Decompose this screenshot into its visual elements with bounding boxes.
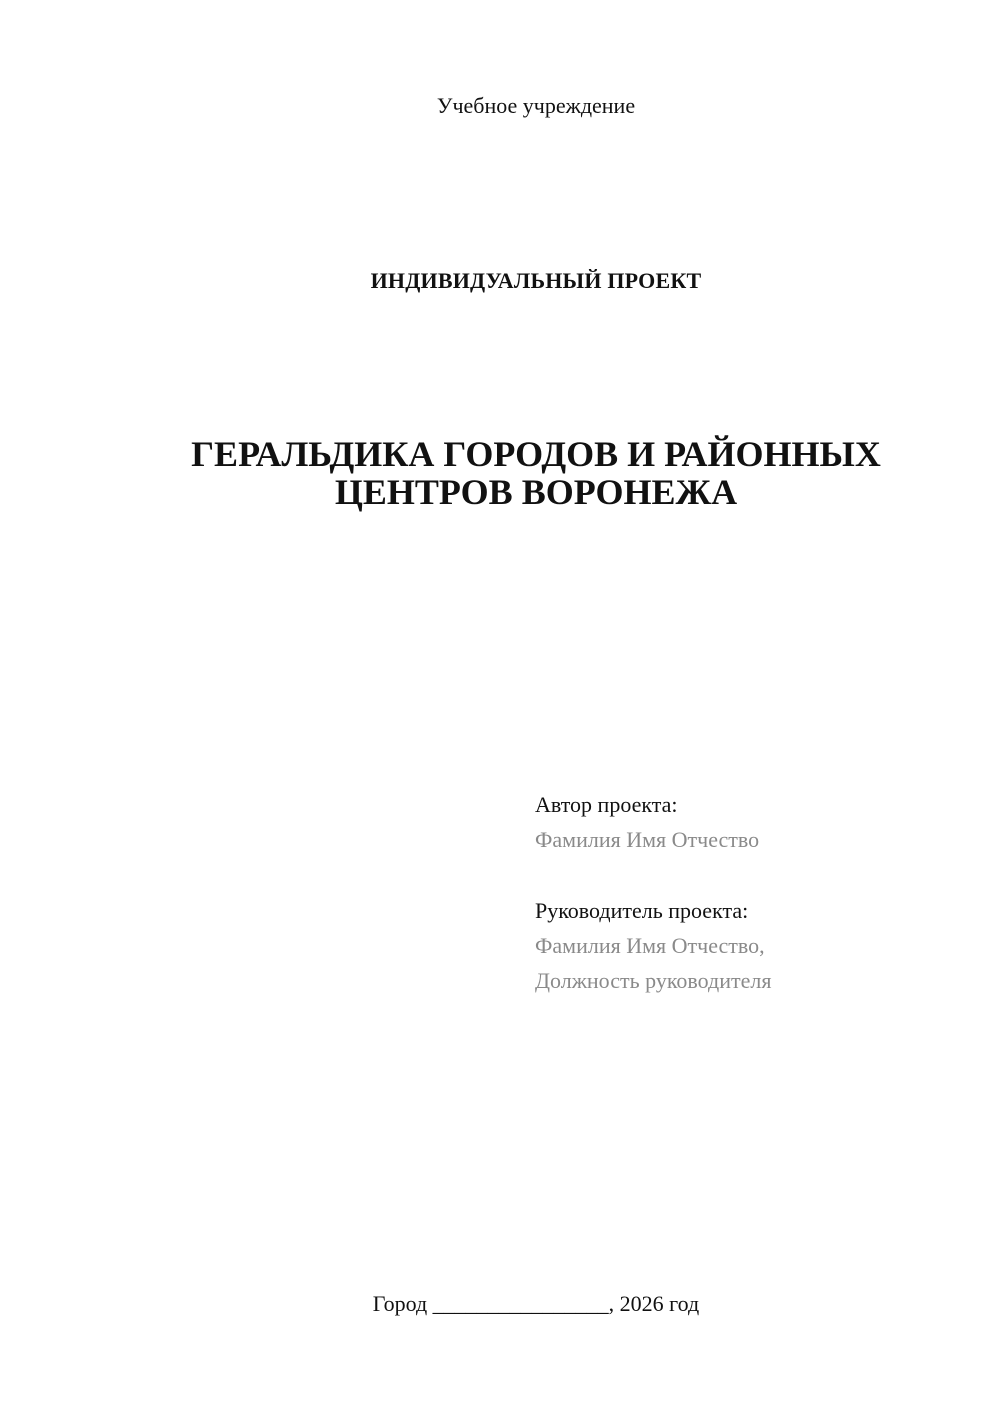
document-type: ИНДИВИДУАЛЬНЫЙ ПРОЕКТ — [370, 268, 702, 293]
project-title — [0, 435, 1000, 511]
project-credits — [535, 787, 975, 998]
project-title-line-1: ГЕРАЛЬДИКА ГОРОДОВ И РАЙОННЫХ — [191, 434, 881, 474]
project-title-line-2: ЦЕНТРОВ ВОРОНЕЖА — [334, 472, 738, 512]
city-year-line: Город ________________, 2026 год — [372, 1291, 700, 1316]
credits-spacer — [535, 857, 975, 893]
supervisor-position: Должность руководителя — [535, 968, 772, 993]
author-name: Фамилия Имя Отчество — [535, 827, 760, 852]
supervisor-label: Руководитель проекта: — [535, 898, 749, 923]
author-label: Автор проекта: — [535, 792, 678, 817]
supervisor-name: Фамилия Имя Отчество, — [535, 933, 765, 958]
institution-name: Учебное учреждение — [436, 93, 636, 118]
